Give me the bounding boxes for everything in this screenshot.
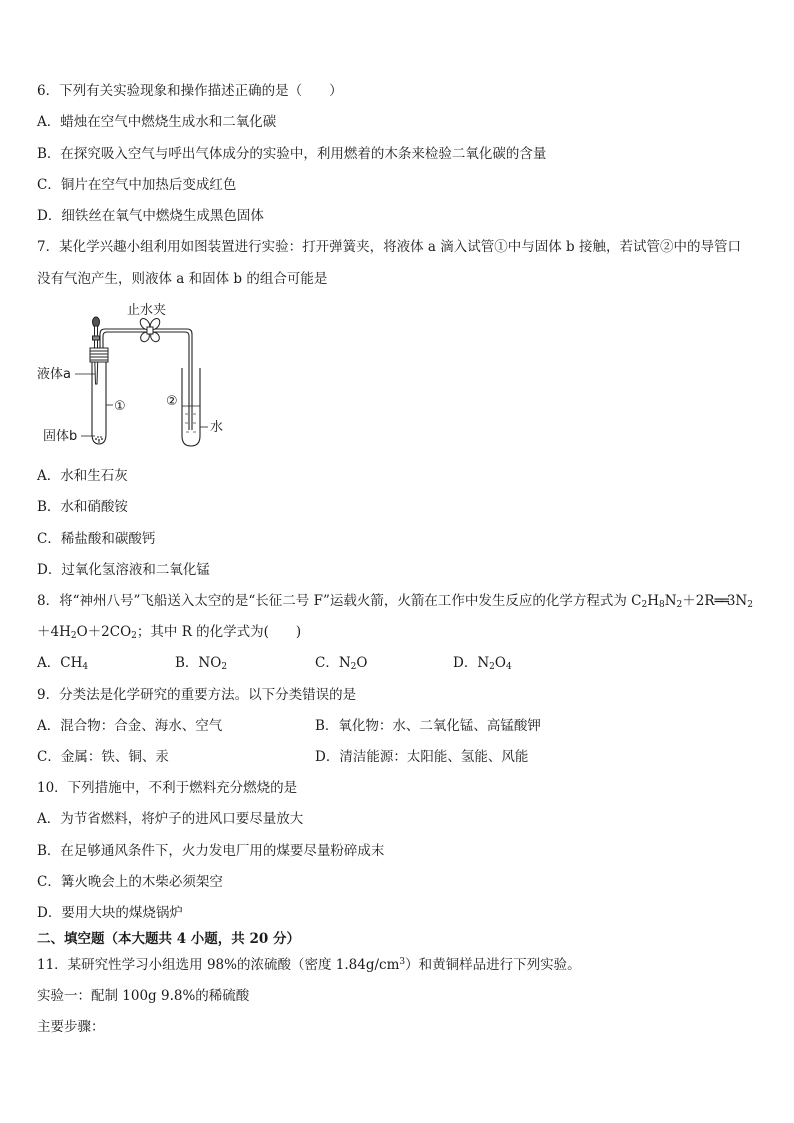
- q7-option-a: A．水和生石灰: [37, 468, 128, 484]
- q7-option-b: B．水和硝酸铵: [37, 499, 128, 515]
- q8-option-d: D．$N_2O_4$: [453, 655, 512, 672]
- q7-stem-line1: 7．某化学兴趣小组利用如图装置进行实验：打开弹簧夹，将液体 a 滴入试管①中与固体 b 接触，若试管②中的导管口: [37, 239, 741, 255]
- q9-option-a: A．混合物：合金、海水、空气: [37, 718, 223, 734]
- q6-option-a: A．蜡烛在空气中燃烧生成水和二氧化碳: [37, 114, 277, 130]
- q9-stem: 9．分类法是化学研究的重要方法。以下分类错误的是: [37, 687, 357, 703]
- water-dashes: [185, 414, 196, 432]
- delivery-tube: [100, 329, 192, 430]
- label-solid-b: 固体b: [43, 429, 78, 444]
- q11-stem: 11．某研究性学习小组选用 98%的浓硫酸（密度 $1.84g/cm^3$）和黄铜样品进行下列实验。: [37, 957, 581, 973]
- tube1-stopper: [90, 348, 108, 362]
- q9-option-b: B．氧化物：水、二氧化锰、高锰酸钾: [315, 718, 541, 734]
- q10-option-c: C．篝火晚会上的木柴必须架空: [37, 874, 223, 890]
- water-clamp-icon: [138, 317, 161, 344]
- q11-steps-label: 主要步骤：: [37, 1019, 105, 1035]
- solid-b: [95, 436, 103, 443]
- q11-experiment-1: 实验一：配制 100g 9.8%的稀硫酸: [37, 988, 250, 1004]
- q10-stem: 10．下列措施中，不利于燃料充分燃烧的是: [37, 780, 298, 796]
- test-tube-2: [182, 368, 200, 446]
- q8-stem-line2: $+4H_2O+2CO_2$；其中 R 的化学式为( ): [37, 624, 302, 641]
- label-tube-2: ②: [166, 394, 178, 409]
- q10-option-d: D．要用大块的煤烧锅炉: [37, 905, 183, 921]
- q8-stem-line1: 8．将“神州八号”飞船送入太空的是“长征二号 F”运载火箭，火箭在工作中发生反应的化学方程式为 $C_2H_8N_2+2R══3N_2$: [37, 593, 753, 610]
- q10-option-b: B．在足够通风条件下，火力发电厂用的煤要尽量粉碎成末: [37, 843, 385, 859]
- label-water: 水: [210, 420, 224, 435]
- q9-option-d: D．清洁能源：太阳能、氢能、风能: [315, 749, 529, 765]
- label-liquid-a: 液体a: [37, 367, 71, 382]
- q6-option-c: C．铜片在空气中加热后变成红色: [37, 177, 237, 193]
- label-tube-1: ①: [114, 399, 126, 414]
- q6-option-b: B．在探究吸入空气与呼出气体成分的实验中，利用燃着的木条来检验二氧化碳的含量: [37, 146, 547, 162]
- q8-option-c: C．$N_2O$: [315, 655, 368, 672]
- section-title: 二、填空题（本大题共 4 小题，共 20 分）: [37, 931, 300, 947]
- q7-option-d: D．过氧化氢溶液和二氧化锰: [37, 562, 210, 578]
- q8-option-b: B．$NO_2$: [175, 655, 228, 672]
- q6-option-d: D．细铁丝在氧气中燃烧生成黑色固体: [37, 208, 264, 224]
- q8-option-a: A．$CH_4$: [37, 655, 89, 672]
- q6-stem: 6．下列有关实验现象和操作描述正确的是（ ）: [37, 83, 343, 99]
- label-clamp: 止水夹: [127, 303, 167, 318]
- apparatus-figure: [37, 302, 247, 452]
- q10-option-a: A．为节省燃料，将炉子的进风口要尽量放大: [37, 811, 304, 827]
- q7-stem-line2: 没有气泡产生，则液体 a 和固体 b 的组合可能是: [37, 271, 328, 287]
- q7-option-c: C．稀盐酸和碳酸钙: [37, 531, 156, 547]
- q9-option-c: C．金属：铁、铜、汞: [37, 749, 169, 765]
